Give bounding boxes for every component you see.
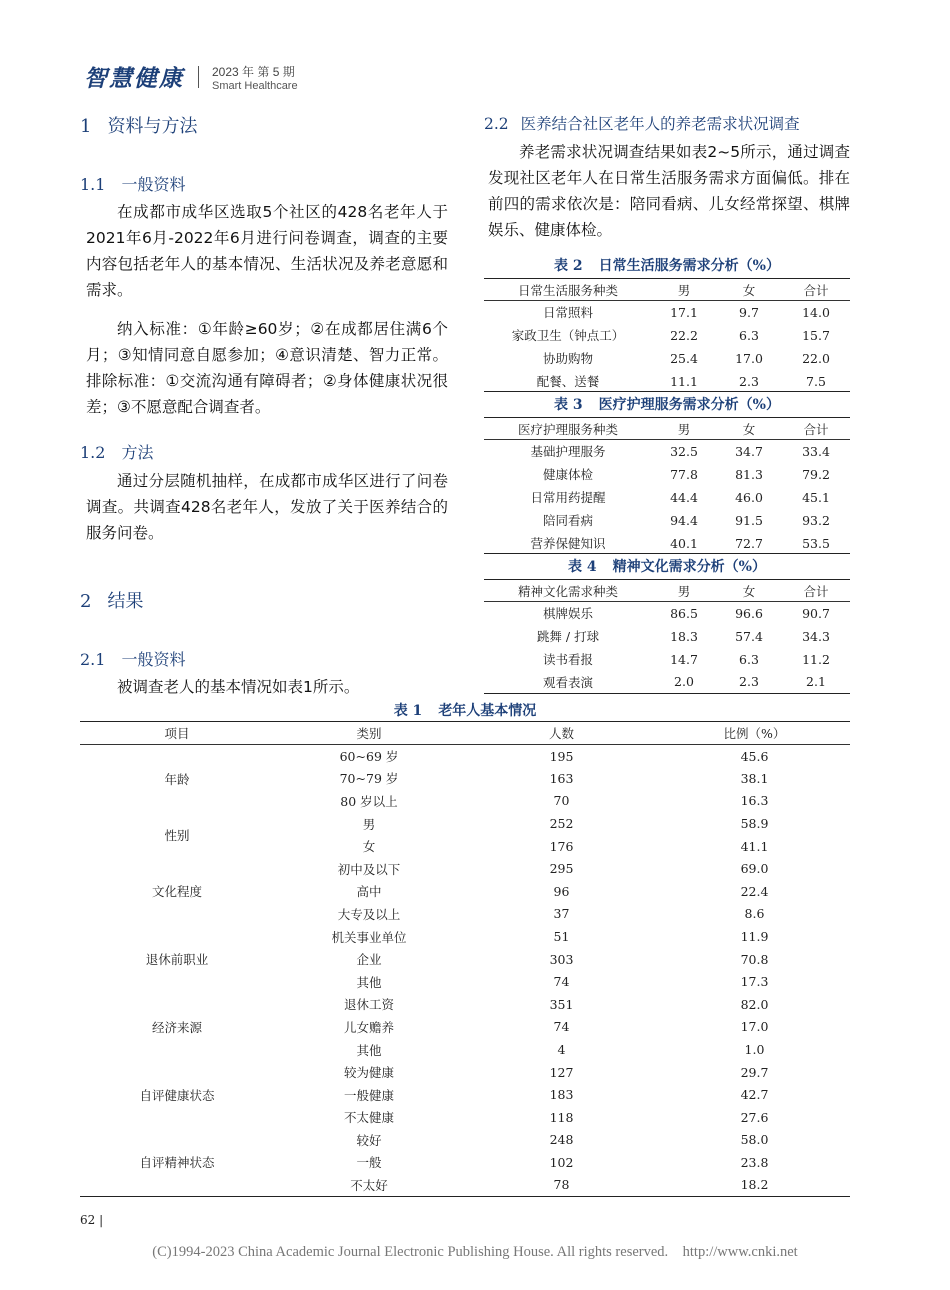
table-row bbox=[484, 324, 850, 347]
table-row bbox=[484, 648, 850, 671]
table-cell: 22.0 bbox=[802, 350, 830, 366]
table-cell: 70 bbox=[553, 793, 570, 809]
table-cell: 16.3 bbox=[740, 793, 769, 809]
table-cell: 248 bbox=[549, 1132, 574, 1148]
table-header: 女 bbox=[716, 279, 782, 301]
table-header: 男 bbox=[652, 279, 716, 301]
section-number: 1.1 bbox=[80, 175, 106, 194]
table-cell: 53.5 bbox=[802, 535, 830, 551]
table-row bbox=[80, 993, 850, 1016]
table-cell: 23.8 bbox=[740, 1154, 769, 1170]
table-cell: 22.2 bbox=[670, 327, 698, 343]
table-cell: 机关事业单位 bbox=[331, 929, 407, 945]
section-number: 2.1 bbox=[80, 650, 106, 669]
table-cell: 96 bbox=[553, 883, 570, 899]
table1 bbox=[80, 721, 850, 1197]
paragraph-method: 通过分层随机抽样，在成都市成华区进行了问卷调查。共调查428名老年人，发放了关于医养结合的服务问卷。 bbox=[86, 472, 448, 542]
table-cell: 基础护理服务 bbox=[530, 444, 606, 460]
table-cell: 棋牌娱乐 bbox=[542, 606, 593, 622]
paragraph-criteria: 纳入标准：①年龄≥60岁；②在成都居住满6个月；③知情同意自愿参加；④意识清楚、智力正常。排除标准：①交流沟通有障碍者；②身体健康状况很差；③不愿意配合调查者。 bbox=[86, 320, 448, 416]
table-header: 合计 bbox=[782, 580, 850, 602]
table-cell: 17.1 bbox=[670, 304, 698, 320]
table-cell: 11.2 bbox=[802, 651, 830, 667]
table-row bbox=[484, 532, 850, 555]
table-header: 男 bbox=[652, 418, 716, 440]
table-cell: 58.0 bbox=[740, 1132, 769, 1148]
table-group-label: 自评精神状态 bbox=[139, 1155, 215, 1171]
table-cell: 46.0 bbox=[735, 489, 763, 505]
section-2-heading bbox=[80, 587, 143, 613]
paragraph-table1-ref: 被调查老人的基本情况如表1所示。 bbox=[117, 678, 360, 696]
table-number: 表 4 bbox=[568, 559, 597, 575]
table-row bbox=[484, 486, 850, 509]
table-cell: 252 bbox=[549, 816, 574, 832]
table-row bbox=[80, 857, 850, 880]
table-cell: 健康体检 bbox=[542, 467, 593, 482]
table-cell: 44.4 bbox=[670, 489, 698, 505]
table-cell: 91.5 bbox=[735, 512, 763, 528]
table-cell: 70~79 岁 bbox=[339, 771, 399, 787]
table-cell: 29.7 bbox=[740, 1064, 769, 1080]
table-cell: 79.2 bbox=[802, 466, 830, 482]
table-cell: 82.0 bbox=[740, 996, 769, 1012]
table-header: 精神文化需求种类 bbox=[484, 580, 652, 602]
table-cell: 男 bbox=[362, 816, 376, 832]
table-cell: 2.1 bbox=[806, 674, 826, 690]
table-cell: 女 bbox=[362, 839, 376, 855]
section-number: 2 bbox=[80, 591, 92, 612]
table-row bbox=[484, 671, 850, 694]
table-cell: 58.9 bbox=[740, 816, 769, 832]
table-cell: 42.7 bbox=[740, 1087, 769, 1103]
table-cell: 6.3 bbox=[739, 651, 759, 667]
table4 bbox=[484, 579, 850, 694]
table-group-label: 年龄 bbox=[164, 771, 190, 787]
table-header: 项目 bbox=[80, 722, 274, 745]
table-group-label: 经济来源 bbox=[151, 1019, 202, 1035]
table-row bbox=[80, 1129, 850, 1152]
table-cell: 读书看报 bbox=[542, 652, 593, 667]
table-group-label: 自评健康状态 bbox=[139, 1087, 215, 1103]
table-cell: 69.0 bbox=[740, 861, 769, 877]
section-title: 医养结合社区老年人的养老需求状况调查 bbox=[520, 115, 800, 133]
table-cell: 32.5 bbox=[670, 443, 698, 459]
table-cell: 初中及以下 bbox=[337, 861, 401, 877]
table-cell: 38.1 bbox=[740, 770, 769, 786]
table-cell: 127 bbox=[549, 1064, 574, 1080]
table-cell: 93.2 bbox=[802, 512, 830, 528]
table-header: 比例（%） bbox=[659, 722, 850, 745]
table-cell: 74 bbox=[553, 1019, 570, 1035]
section-title: 资料与方法 bbox=[107, 116, 198, 137]
table-cell: 较好 bbox=[356, 1132, 382, 1148]
table-row bbox=[484, 370, 850, 393]
journal-english-name: Smart Healthcare bbox=[212, 80, 298, 92]
table-header: 女 bbox=[716, 418, 782, 440]
table-cell: 78 bbox=[553, 1177, 570, 1193]
table-cell: 一般 bbox=[356, 1155, 382, 1171]
section-1-heading bbox=[80, 112, 197, 138]
table-cell: 195 bbox=[549, 748, 574, 764]
paragraph-general-info: 在成都市成华区选取5个社区的428名老年人于2021年6月-2022年6月进行问卷调查，调查的主要内容包括老年人的基本情况、生活状况及养老意愿和需求。 bbox=[86, 203, 448, 299]
table-header: 日常生活服务种类 bbox=[484, 279, 652, 301]
table-row bbox=[80, 745, 850, 768]
section-number: 1 bbox=[80, 116, 92, 137]
section-title: 一般资料 bbox=[121, 650, 186, 669]
table-cell: 96.6 bbox=[735, 605, 763, 621]
section-1-1-heading bbox=[80, 172, 185, 195]
table3-top-rule bbox=[484, 391, 850, 392]
table-cell: 45.6 bbox=[740, 748, 769, 764]
table-cell: 94.4 bbox=[670, 512, 698, 528]
table-cell: 303 bbox=[549, 951, 574, 967]
table-row bbox=[484, 301, 850, 324]
section-title: 方法 bbox=[121, 443, 154, 462]
table-header: 合计 bbox=[782, 418, 850, 440]
table-cell: 18.2 bbox=[740, 1177, 769, 1193]
table-cell: 86.5 bbox=[670, 605, 698, 621]
section-number: 2.2 bbox=[484, 115, 509, 133]
section-title: 结果 bbox=[107, 591, 144, 612]
table-cell: 70.8 bbox=[740, 951, 769, 967]
table-cell: 60~69 岁 bbox=[339, 749, 399, 765]
table-cell: 34.3 bbox=[802, 628, 830, 644]
table-cell: 其他 bbox=[356, 1042, 382, 1058]
table-cell: 37 bbox=[553, 906, 570, 922]
table-cell: 2.0 bbox=[674, 674, 694, 690]
table-row bbox=[484, 463, 850, 486]
table-cell: 25.4 bbox=[670, 350, 698, 366]
table-cell: 27.6 bbox=[740, 1109, 769, 1125]
table-title: 日常生活服务需求分析（%） bbox=[598, 258, 780, 274]
table-cell: 40.1 bbox=[670, 535, 698, 551]
table-cell: 退休工资 bbox=[343, 997, 394, 1013]
table-group-label: 退休前职业 bbox=[145, 952, 209, 968]
table-header: 男 bbox=[652, 580, 716, 602]
table-cell: 9.7 bbox=[739, 304, 759, 320]
table-cell: 儿女赡养 bbox=[343, 1019, 394, 1035]
table-cell: 77.8 bbox=[670, 466, 698, 482]
table3 bbox=[484, 417, 850, 555]
section-number: 1.2 bbox=[80, 443, 106, 462]
section-2-1-heading bbox=[80, 647, 185, 670]
table-cell: 57.4 bbox=[735, 628, 763, 644]
table-cell: 家政卫生（钟点工） bbox=[511, 328, 625, 343]
journal-logo: 智慧健康 bbox=[84, 65, 184, 92]
section-title: 一般资料 bbox=[121, 175, 186, 194]
table-cell: 观看表演 bbox=[542, 674, 593, 690]
table-cell: 协助购物 bbox=[542, 351, 593, 366]
table-cell: 跳舞 / 打球 bbox=[536, 629, 600, 644]
table-cell: 陪同看病 bbox=[542, 513, 593, 528]
table-row bbox=[484, 509, 850, 532]
table-cell: 日常用药提醒 bbox=[530, 490, 606, 505]
table-cell: 118 bbox=[549, 1109, 574, 1125]
table-cell: 6.3 bbox=[739, 327, 759, 343]
table-cell: 41.1 bbox=[740, 838, 769, 854]
table-cell: 176 bbox=[549, 838, 574, 854]
table-cell: 183 bbox=[549, 1087, 574, 1103]
table-cell: 日常照料 bbox=[542, 305, 593, 321]
table-cell: 高中 bbox=[356, 884, 382, 900]
table-cell: 企业 bbox=[356, 952, 382, 968]
table-cell: 2.3 bbox=[739, 674, 759, 690]
table-cell: 102 bbox=[549, 1154, 574, 1170]
table-cell: 1.0 bbox=[744, 1042, 765, 1058]
table-cell: 17.0 bbox=[740, 1019, 769, 1035]
table-cell: 33.4 bbox=[802, 443, 830, 459]
header-divider bbox=[198, 66, 199, 88]
table-number: 表 2 bbox=[554, 258, 583, 274]
table-cell: 营养保健知识 bbox=[530, 536, 606, 551]
table-cell: 15.7 bbox=[802, 327, 830, 343]
table-cell: 90.7 bbox=[802, 605, 830, 621]
table3-caption bbox=[484, 394, 850, 414]
issue-label: 2023 年 第 5 期 bbox=[212, 65, 295, 79]
table-cell: 163 bbox=[549, 770, 574, 786]
table-row bbox=[80, 812, 850, 835]
table-cell: 34.7 bbox=[735, 443, 763, 459]
table-cell: 18.3 bbox=[670, 628, 698, 644]
table-cell: 14.0 bbox=[802, 304, 830, 320]
table-number: 表 3 bbox=[554, 397, 583, 413]
table-cell: 14.7 bbox=[670, 651, 698, 667]
table-row bbox=[484, 602, 850, 625]
table-cell: 4 bbox=[557, 1042, 566, 1058]
table-header: 人数 bbox=[464, 722, 659, 745]
table-cell: 较为健康 bbox=[343, 1065, 394, 1081]
table-cell: 7.5 bbox=[806, 373, 826, 389]
table-cell: 80 岁以上 bbox=[340, 793, 398, 809]
table4-caption bbox=[484, 556, 850, 576]
table-cell: 351 bbox=[549, 996, 574, 1012]
table-cell: 72.7 bbox=[735, 535, 763, 551]
table-header: 医疗护理服务种类 bbox=[484, 418, 652, 440]
table-row bbox=[484, 440, 850, 463]
table-row bbox=[80, 925, 850, 948]
table-header: 类别 bbox=[274, 722, 464, 745]
copyright-notice: (C)1994-2023 China Academic Journal Electronic Publishing House. All rights reserved. http://www.cnki.net bbox=[152, 1244, 798, 1260]
table-row bbox=[484, 347, 850, 370]
paragraph-needs-survey: 养老需求状况调查结果如表2~5所示，通过调查发现社区老年人在日常生活服务需求方面偏低。排在前四的需求依次是：陪同看病、儿女经常探望、棋牌娱乐、健康体检。 bbox=[488, 143, 850, 239]
table-cell: 其他 bbox=[356, 974, 382, 990]
table-cell: 81.3 bbox=[735, 466, 763, 482]
table-cell: 22.4 bbox=[740, 883, 769, 899]
section-2-2-heading bbox=[484, 112, 800, 134]
table-cell: 一般健康 bbox=[343, 1087, 394, 1103]
table-title: 医疗护理服务需求分析（%） bbox=[598, 397, 780, 413]
table1-caption bbox=[80, 700, 850, 720]
table-cell: 45.1 bbox=[802, 489, 830, 505]
table-cell: 不太好 bbox=[350, 1177, 388, 1193]
table-cell: 配餐、送餐 bbox=[536, 374, 600, 389]
table-cell: 大专及以上 bbox=[337, 906, 401, 922]
table-cell: 295 bbox=[549, 861, 574, 877]
table-group-label: 性别 bbox=[164, 827, 190, 843]
table-group-label: 文化程度 bbox=[151, 884, 202, 900]
table-cell: 17.3 bbox=[740, 974, 769, 990]
table-cell: 17.0 bbox=[735, 350, 763, 366]
table-header: 女 bbox=[716, 580, 782, 602]
table-header: 合计 bbox=[782, 279, 850, 301]
table-cell: 51 bbox=[553, 929, 570, 945]
table-row bbox=[80, 1061, 850, 1084]
table-cell: 11.1 bbox=[670, 373, 698, 389]
table2-caption bbox=[484, 255, 850, 275]
table-title: 精神文化需求分析（%） bbox=[612, 559, 766, 575]
table-title: 老年人基本情况 bbox=[438, 703, 537, 719]
table-cell: 8.6 bbox=[744, 906, 765, 922]
table-number: 表 1 bbox=[393, 703, 423, 719]
table-cell: 74 bbox=[553, 974, 570, 990]
table-cell: 11.9 bbox=[740, 929, 769, 945]
section-1-2-heading bbox=[80, 440, 153, 463]
table-cell: 不太健康 bbox=[343, 1110, 394, 1126]
table-cell: 2.3 bbox=[739, 373, 759, 389]
page-number: 62 | bbox=[80, 1213, 104, 1227]
table4-top-rule bbox=[484, 553, 850, 554]
table2 bbox=[484, 278, 850, 393]
table-row bbox=[484, 625, 850, 648]
